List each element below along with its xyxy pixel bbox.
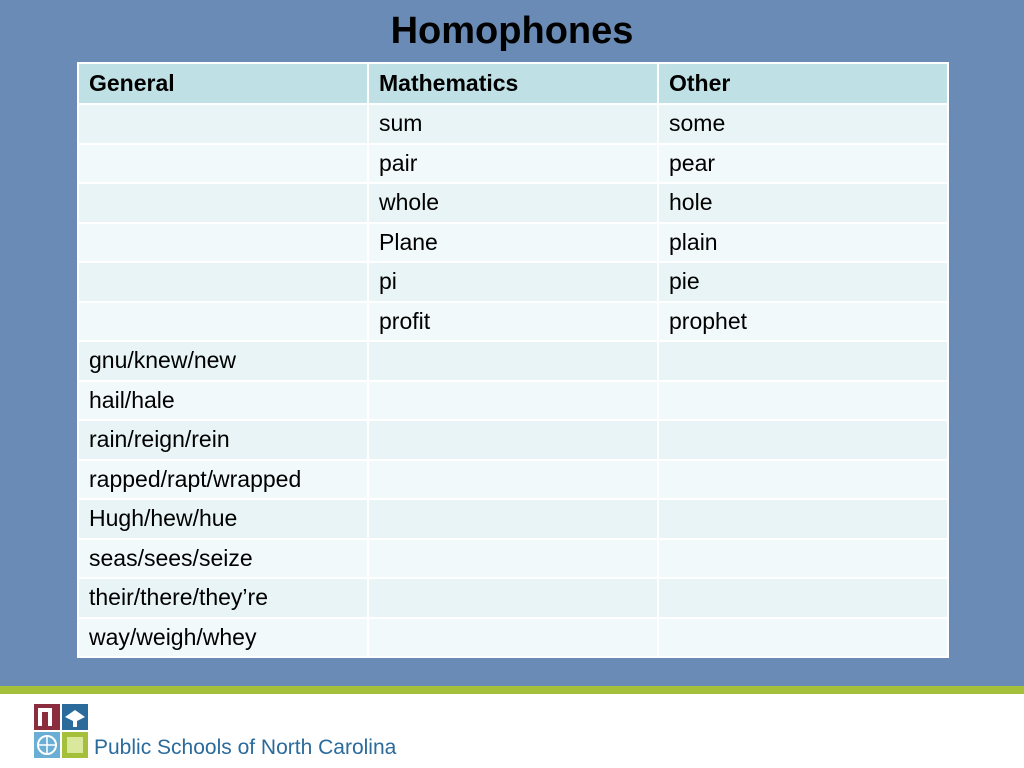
cell-other xyxy=(658,381,948,421)
cell-general xyxy=(78,144,368,184)
org-name: Public Schools of North Carolina xyxy=(94,736,397,759)
cell-mathematics xyxy=(368,341,658,381)
table-row xyxy=(78,499,948,539)
header-general: General xyxy=(78,63,368,104)
table-row xyxy=(78,262,948,302)
table-row xyxy=(78,104,948,144)
table-row xyxy=(78,183,948,223)
cell-general xyxy=(78,223,368,263)
cell-general: hail/hale xyxy=(78,381,368,421)
table-header-row xyxy=(78,63,948,104)
cell-other xyxy=(658,539,948,579)
cell-mathematics xyxy=(368,578,658,618)
cell-other xyxy=(658,499,948,539)
cell-general: seas/sees/seize xyxy=(78,539,368,579)
homophones-table xyxy=(77,62,949,658)
cell-general: their/there/they’re xyxy=(78,578,368,618)
cell-mathematics: profit xyxy=(368,302,658,342)
slide-title: Homophones xyxy=(390,10,634,52)
cell-mathematics xyxy=(368,420,658,460)
cell-general xyxy=(78,104,368,144)
cell-general: rain/reign/rein xyxy=(78,420,368,460)
table-row xyxy=(78,420,948,460)
cell-other xyxy=(658,420,948,460)
table-row xyxy=(78,578,948,618)
table-row xyxy=(78,460,948,500)
table-row xyxy=(78,144,948,184)
accent-bar xyxy=(0,686,1024,694)
cell-general xyxy=(78,183,368,223)
cell-general: rapped/rapt/wrapped xyxy=(78,460,368,500)
cell-general: gnu/knew/new xyxy=(78,341,368,381)
header-other: Other xyxy=(658,63,948,104)
cell-mathematics: sum xyxy=(368,104,658,144)
public-schools-nc-logo-icon xyxy=(34,704,88,758)
cell-other: hole xyxy=(658,183,948,223)
homophones-table-container xyxy=(77,62,947,658)
cell-mathematics xyxy=(368,499,658,539)
cell-general: way/weigh/whey xyxy=(78,618,368,658)
cell-mathematics: whole xyxy=(368,183,658,223)
cell-mathematics xyxy=(368,460,658,500)
cell-mathematics: pi xyxy=(368,262,658,302)
cell-other xyxy=(658,578,948,618)
cell-other: plain xyxy=(658,223,948,263)
cell-other xyxy=(658,618,948,658)
cell-mathematics xyxy=(368,381,658,421)
cell-mathematics xyxy=(368,618,658,658)
table-row xyxy=(78,539,948,579)
header-mathematics: Mathematics xyxy=(368,63,658,104)
cell-other xyxy=(658,460,948,500)
cell-general xyxy=(78,262,368,302)
table-row xyxy=(78,618,948,658)
cell-mathematics xyxy=(368,539,658,579)
cell-other xyxy=(658,341,948,381)
cell-other: pear xyxy=(658,144,948,184)
table-row xyxy=(78,341,948,381)
cell-other: pie xyxy=(658,262,948,302)
table-row xyxy=(78,381,948,421)
cell-other: some xyxy=(658,104,948,144)
table-row xyxy=(78,223,948,263)
cell-mathematics: Plane xyxy=(368,223,658,263)
cell-other: prophet xyxy=(658,302,948,342)
cell-general: Hugh/hew/hue xyxy=(78,499,368,539)
cell-general xyxy=(78,302,368,342)
table-row xyxy=(78,302,948,342)
cell-mathematics: pair xyxy=(368,144,658,184)
